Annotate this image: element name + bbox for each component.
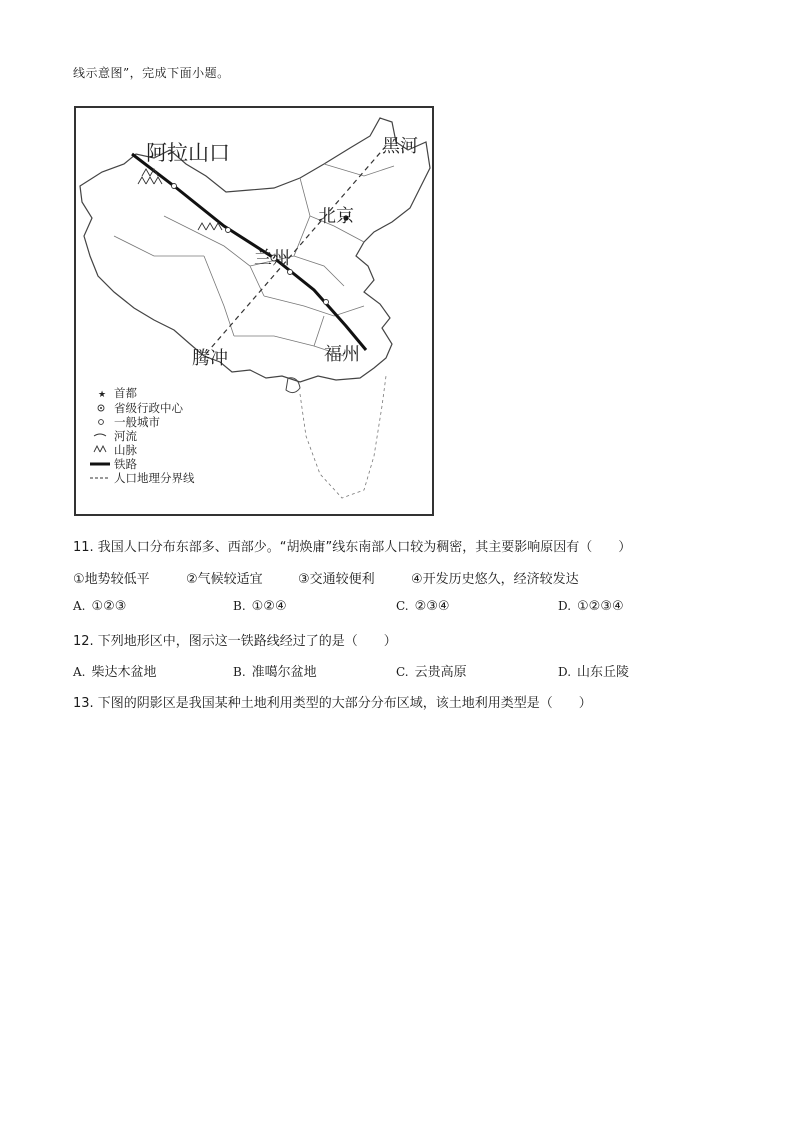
factor-1: ①地势较低平 <box>73 572 150 587</box>
svg-text:河流: 河流 <box>114 431 137 443</box>
svg-text:山脉: 山脉 <box>114 445 137 457</box>
q11-option-a[interactable]: A. ①②③ <box>73 599 127 614</box>
china-railway-map <box>74 106 434 516</box>
svg-text:首都: 首都 <box>114 388 137 400</box>
label-tengchong: 腾冲 <box>192 348 228 368</box>
factor-4: ④开发历史悠久，经济较发达 <box>411 572 579 587</box>
svg-text:省级行政中心: 省级行政中心 <box>114 403 183 415</box>
label-beijing: 北京 <box>318 206 354 226</box>
question-11-factors <box>73 568 579 587</box>
q12-option-d[interactable]: D. 山东丘陵 <box>558 665 630 680</box>
label-fuzhou: 福州 <box>324 344 360 364</box>
svg-text:铁路: 铁路 <box>114 459 137 471</box>
q12-option-c[interactable]: C. 云贵高原 <box>396 665 467 680</box>
q12-option-a[interactable]: A. 柴达木盆地 <box>73 665 157 680</box>
intro-text: 线示意图”，完成下面小题。 <box>73 66 230 80</box>
q11-option-b[interactable]: B. ①②④ <box>233 599 287 614</box>
q12-option-b[interactable]: B. 准噶尔盆地 <box>233 665 317 680</box>
q11-option-d[interactable]: D. ①②③④ <box>558 599 624 614</box>
svg-text:★: ★ <box>98 389 107 399</box>
question-13-stem: 13. 下图的阴影区是我国某种土地利用类型的大部分分布区域，该土地利用类型是（ ） <box>73 696 592 711</box>
svg-text:人口地理分界线: 人口地理分界线 <box>114 473 195 485</box>
factor-3: ③交通较便利 <box>298 572 375 587</box>
question-12-stem: 12. 下列地形区中，图示这一铁路线经过了的是（ ） <box>73 634 397 649</box>
label-lanzhou: 兰州 <box>254 248 290 268</box>
label-alashankou: 阿拉山口 <box>146 142 230 165</box>
question-11-stem: 11. 我国人口分布东部多、西部少。“胡焕庸”线东南部人口较为稠密，其主要影响原因有（ ） <box>73 540 632 555</box>
q11-option-c[interactable]: C. ②③④ <box>396 599 450 614</box>
factor-2: ②气候较适宜 <box>186 572 263 587</box>
label-heihe: 黑河 <box>382 136 418 156</box>
svg-text:一般城市: 一般城市 <box>114 417 160 429</box>
